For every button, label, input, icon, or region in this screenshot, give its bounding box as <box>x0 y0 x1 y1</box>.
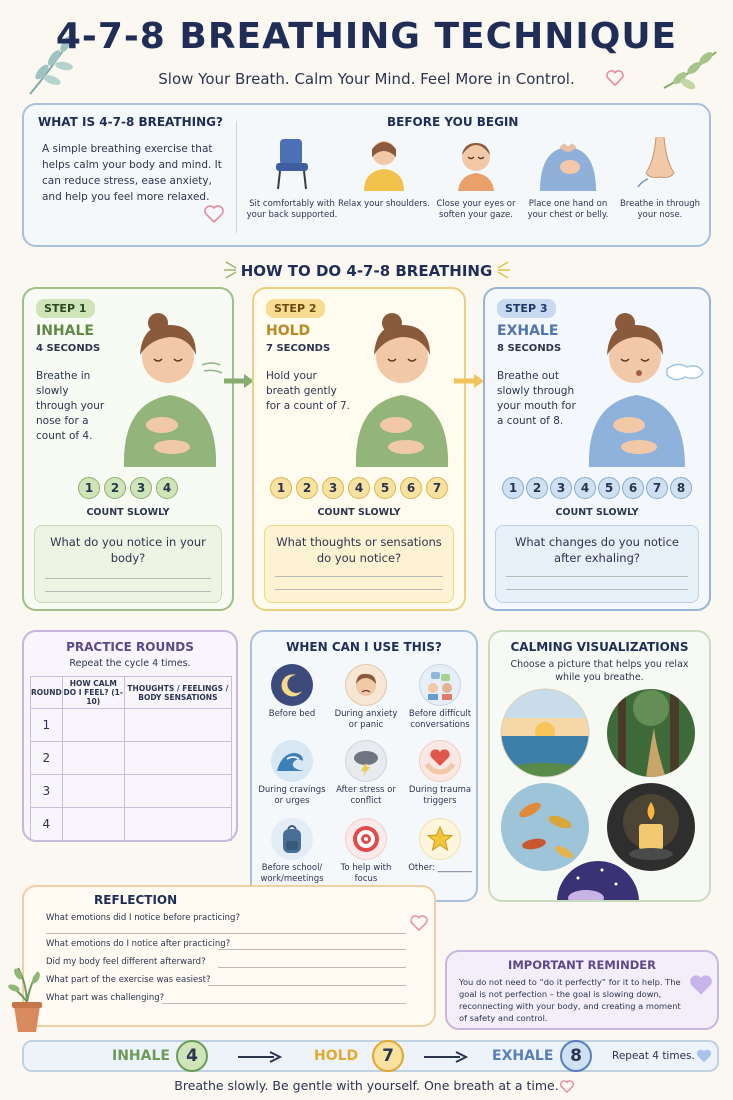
when-item <box>256 664 328 720</box>
practice-sub: Repeat the cycle 4 times. <box>69 658 191 669</box>
summary-hold: HOLD <box>314 1048 359 1064</box>
summary-bar <box>22 1040 719 1072</box>
calm-cell[interactable] <box>62 709 124 742</box>
answer-line[interactable] <box>46 933 406 934</box>
heart-icon <box>204 205 224 223</box>
when-label: Other: ________ <box>408 863 472 873</box>
reflection-q: What emotions did I notice before practicing? <box>46 913 240 923</box>
thoughts-cell[interactable] <box>124 742 231 775</box>
summary-exhale: EXHALE <box>492 1048 554 1064</box>
before-item-eyes <box>430 135 522 221</box>
round-number: 1 <box>31 709 63 742</box>
when-label: To help with focus <box>340 863 392 884</box>
count-circle: 7 <box>646 477 668 499</box>
count-circle: 6 <box>622 477 644 499</box>
when-label: Before difficult conversations <box>408 709 472 730</box>
heart-icon <box>696 1048 712 1064</box>
round-number: 4 <box>31 808 63 841</box>
count-label: COUNT SLOWLY <box>317 507 401 518</box>
intro-panel <box>22 103 711 247</box>
when-item <box>256 740 328 807</box>
practice-panel <box>22 630 238 842</box>
count-circle: 4 <box>348 477 370 499</box>
reflection-q: What part of the exercise was easiest? <box>46 975 211 985</box>
col-thoughts: THOUGHTS / FEELINGS / BODY SENSATIONS <box>124 677 231 709</box>
count-circle: 3 <box>322 477 344 499</box>
practice-heading: PRACTICE ROUNDS <box>66 640 194 654</box>
floating-leaves-image[interactable] <box>500 782 590 872</box>
step-panel-inhale <box>22 287 234 611</box>
answer-line[interactable] <box>218 967 406 968</box>
wave-icon <box>271 740 313 782</box>
candle-image[interactable] <box>606 782 696 872</box>
sunset-ocean-image[interactable] <box>500 688 590 778</box>
when-item <box>330 664 402 731</box>
step-seconds: 4 SECONDS <box>36 343 101 354</box>
what-is-body: A simple breathing exercise that helps calm your body and mind. It can reduce stress, ease anxiety, and help you feel more relaxed. <box>42 143 222 203</box>
count-circle: 4 <box>574 477 596 499</box>
count-circle: 1 <box>78 477 100 499</box>
answer-line[interactable] <box>218 949 406 950</box>
count-circle: 8 <box>670 477 692 499</box>
person-relax-icon <box>338 135 430 191</box>
count-numbers <box>485 477 709 499</box>
star-icon <box>419 818 461 860</box>
heart-icon <box>410 915 428 931</box>
when-item <box>330 818 402 885</box>
backpack-icon <box>271 818 313 860</box>
visualizations-panel <box>488 630 711 902</box>
col-round: ROUND <box>31 677 63 709</box>
question-box <box>34 525 222 603</box>
storm-cloud-icon <box>345 740 387 782</box>
step-chip: STEP 3 <box>497 299 556 318</box>
before-item-chair <box>246 135 338 221</box>
count-numbers <box>24 477 232 499</box>
when-item <box>404 818 476 874</box>
before-label: Close your eyes or soften your gaze. <box>436 199 516 220</box>
when-label: Before school/ work/meetings <box>260 863 324 884</box>
count-circle: 1 <box>502 477 524 499</box>
visual-sub: Choose a picture that helps you relax while you breathe. <box>510 659 689 683</box>
count-circle: 2 <box>296 477 318 499</box>
count-circle: 2 <box>526 477 548 499</box>
practice-table <box>30 676 232 841</box>
round-number: 3 <box>31 775 63 808</box>
step-seconds: 7 SECONDS <box>266 343 331 354</box>
heart-icon <box>689 974 713 996</box>
arrow-right-icon <box>422 1050 468 1064</box>
divider <box>236 121 237 233</box>
before-item-nose <box>614 135 706 221</box>
footer-text: Breathe slowly. Be gentle with yourself. One breath at a time. <box>174 1078 559 1093</box>
what-is-heading: WHAT IS 4-7-8 BREATHING? <box>38 115 223 129</box>
summary-exhale-num: 8 <box>560 1040 592 1072</box>
when-heading: WHEN CAN I USE THIS? <box>286 640 442 654</box>
step-desc: Breathe out slowly through your mouth for a count of 8. <box>497 370 576 427</box>
when-item <box>330 740 402 807</box>
arrow-right-icon <box>452 372 486 390</box>
when-label: During trauma triggers <box>408 785 472 806</box>
when-label: After stress or conflict <box>336 785 396 806</box>
question-text: What do you notice in your body? <box>50 535 206 565</box>
before-heading: BEFORE YOU BEGIN <box>387 115 519 129</box>
reminder-body: You do not need to “do it perfectly” for it to help. The goal is not perfection – the goal is slowing down, reconnecting with your body, and creating a moment of safety and control. <box>459 977 681 1023</box>
thoughts-cell[interactable] <box>124 709 231 742</box>
reflection-q: What part was challenging? <box>46 993 165 1003</box>
page-title: 4-7-8 BREATHING TECHNIQUE <box>55 16 678 57</box>
arrow-right-icon <box>222 372 256 390</box>
sparkle-right-icon <box>490 258 512 282</box>
chair-icon <box>246 135 338 191</box>
visual-heading: CALMING VISUALIZATIONS <box>510 640 689 654</box>
question-box <box>264 525 454 603</box>
anxious-face-icon <box>345 664 387 706</box>
reflection-q: What emotions do I notice after practicing? <box>46 939 231 949</box>
howto-heading: HOW TO DO 4-7-8 BREATHING <box>240 262 493 280</box>
step-title: HOLD <box>266 323 311 339</box>
before-item-shoulders <box>338 135 430 210</box>
answer-line[interactable] <box>162 1003 406 1004</box>
count-label: COUNT SLOWLY <box>86 507 170 518</box>
when-panel <box>250 630 478 902</box>
count-numbers <box>254 477 464 499</box>
count-circle: 2 <box>104 477 126 499</box>
answer-line[interactable] <box>275 589 443 590</box>
step-desc: Breathe in slowly through your nose for a count of 4. <box>36 370 105 442</box>
question-box <box>495 525 699 603</box>
reminder-heading: IMPORTANT REMINDER <box>508 958 656 972</box>
summary-inhale: INHALE <box>112 1048 170 1064</box>
potted-plant-icon <box>6 962 48 1034</box>
target-icon <box>345 818 387 860</box>
heart-icon <box>606 70 624 86</box>
reflection-q: Did my body feel different afterward? <box>46 957 206 967</box>
reminder-panel <box>445 950 719 1030</box>
summary-hold-num: 7 <box>372 1040 404 1072</box>
question-text: What thoughts or sensations do you notice? <box>276 535 442 565</box>
step-title: INHALE <box>36 323 94 339</box>
heart-hands-icon <box>419 740 461 782</box>
calm-cell[interactable] <box>62 808 124 841</box>
answer-line[interactable] <box>45 578 211 579</box>
sparkle-left-icon <box>222 258 244 282</box>
calm-cell[interactable] <box>62 742 124 775</box>
thoughts-cell[interactable] <box>124 775 231 808</box>
when-label: During anxiety or panic <box>334 709 398 730</box>
heart-icon <box>560 1080 574 1093</box>
reflection-heading: REFLECTION <box>94 893 178 907</box>
person-hold-icon <box>342 307 462 467</box>
count-circle: 7 <box>426 477 448 499</box>
step-chip: STEP 1 <box>36 299 95 318</box>
step-panel-exhale <box>483 287 711 611</box>
thoughts-cell[interactable] <box>124 808 231 841</box>
reflection-panel <box>22 885 436 1027</box>
closed-eyes-icon <box>430 135 522 191</box>
answer-line[interactable] <box>506 576 688 577</box>
before-label: Breathe in through your nose. <box>619 199 701 220</box>
count-circle: 5 <box>374 477 396 499</box>
calm-cell[interactable] <box>62 775 124 808</box>
before-label: Place one hand on your chest or belly. <box>527 199 609 220</box>
count-circle: 4 <box>156 477 178 499</box>
hand-on-chest-icon <box>522 135 614 191</box>
person-exhale-icon <box>581 307 709 467</box>
answer-line[interactable] <box>208 985 406 986</box>
person-inhale-icon <box>110 307 230 467</box>
answer-line[interactable] <box>275 576 443 577</box>
summary-inhale-num: 4 <box>176 1040 208 1072</box>
page-subtitle: Slow Your Breath. Calm Your Mind. Feel More in Control. <box>158 70 575 88</box>
before-label: Relax your shoulders. <box>338 199 430 209</box>
step-title: EXHALE <box>497 323 559 339</box>
forest-path-image[interactable] <box>606 688 696 778</box>
before-item-hand <box>522 135 614 221</box>
step-seconds: 8 SECONDS <box>497 343 562 354</box>
summary-repeat: Repeat 4 times. <box>612 1050 695 1062</box>
count-circle: 1 <box>270 477 292 499</box>
count-circle: 3 <box>550 477 572 499</box>
when-item <box>404 664 476 731</box>
conversation-icon <box>419 664 461 706</box>
when-item <box>404 740 476 807</box>
count-circle: 3 <box>130 477 152 499</box>
when-label: During cravings or urges <box>258 785 326 806</box>
col-calm: HOW CALM DO I FEEL? (1-10) <box>62 677 124 709</box>
question-text: What changes do you notice after exhaling? <box>514 535 680 565</box>
count-circle: 6 <box>400 477 422 499</box>
answer-line[interactable] <box>506 589 688 590</box>
when-item <box>256 818 328 885</box>
step-chip: STEP 2 <box>266 299 325 318</box>
before-label: Sit comfortably with your back supported. <box>246 199 338 220</box>
answer-line[interactable] <box>45 591 211 592</box>
count-label: COUNT SLOWLY <box>555 507 639 518</box>
when-label: Before bed <box>268 709 316 719</box>
night-sky-image[interactable] <box>556 860 640 900</box>
round-number: 2 <box>31 742 63 775</box>
step-desc: Hold your breath gently for a count of 7. <box>266 370 350 412</box>
nose-icon <box>614 135 706 191</box>
arrow-right-icon <box>236 1050 282 1064</box>
step-panel-hold <box>252 287 466 611</box>
moon-icon <box>271 664 313 706</box>
count-circle: 5 <box>598 477 620 499</box>
